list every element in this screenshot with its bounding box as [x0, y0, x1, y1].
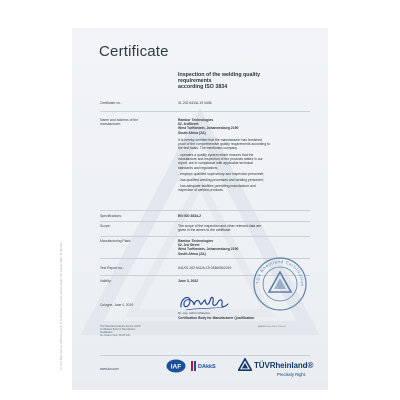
statement-line: proof of the comprehensive quality requirements according to	[178, 142, 270, 147]
list-item-line: - operates a quality system which ensures that the	[178, 153, 254, 157]
plant-address	[178, 239, 306, 256]
side-reference-text: Nr. Info: 6521 Zert-Nr. 2002 Rev.GR-0 | TÜV Rheinland Industrie Service GmbH, Am Grauen Stein, 51105 Köln	[60, 242, 63, 370]
label-line: manufacturer:	[100, 122, 121, 127]
dakks-logo	[191, 360, 221, 372]
address-line: South Africa (ZA)	[178, 130, 206, 135]
test-report-label: Test Report no.:	[100, 266, 124, 270]
list-item-line: report, are in compliance with applicable technical	[178, 161, 253, 166]
heading-line: requirements	[178, 78, 212, 85]
issuer-line: Certification Body for Manufacturer	[100, 329, 136, 331]
list-item-line: inspection of welded products.	[178, 188, 224, 193]
certificate-heading	[178, 72, 318, 91]
brand-tagline: Precisely Right.	[277, 372, 307, 377]
tuv-triangle-icon	[238, 358, 252, 371]
plant-label: Manufacturing Plant:	[100, 239, 132, 243]
signatory-role: Certification Body for Manufacturer Qualification	[178, 315, 255, 320]
specifications-value: EN ISO 3834-2	[178, 214, 201, 218]
divider	[100, 236, 310, 237]
divider	[100, 221, 310, 222]
issuer-address	[100, 326, 170, 338]
plant-name: Ramkor Technologies	[178, 239, 214, 243]
validity-value: June 3, 2022	[178, 279, 199, 283]
specifications-label: Specifications:	[100, 214, 122, 218]
place-date: Cologne, June 4, 2019	[100, 303, 134, 307]
iaf-text: IAF	[170, 363, 182, 371]
list-item-line: - has adequate facilities permitting manufacture and	[178, 184, 256, 189]
list-item	[178, 184, 306, 192]
website-link[interactable]: www.tuv.com	[100, 367, 119, 371]
requirement-list	[178, 153, 306, 193]
seal-text: TÜV Rheinland Certification	[254, 258, 306, 287]
scope-value	[178, 224, 306, 232]
address-line: West Turffontein, Johannesburg 2190	[178, 126, 239, 131]
list-item	[178, 153, 306, 170]
heading-line: according ISO 3834	[178, 84, 228, 91]
certification-seal	[252, 256, 308, 312]
list-item	[178, 178, 306, 182]
address-line: 62, 3rdStreet	[178, 122, 199, 127]
issuer-line: Am Grauen Stein, 51105 Köln	[100, 335, 131, 337]
address-line: South Africa (ZA)	[178, 251, 206, 256]
scope-line: The scope of the inspection and other relevant data are	[178, 224, 262, 228]
test-report-value: 641/01 202 641/A-19 0436/06/2019	[178, 266, 232, 270]
scope-line: given in the annex to the certificate.	[178, 228, 232, 233]
certificate-no-label: Certificate no.:	[100, 101, 122, 105]
iaf-logo	[166, 359, 186, 373]
certification-statement	[178, 138, 306, 151]
manufacturer-address	[178, 118, 306, 135]
dakks-text: DAkkS	[198, 364, 216, 370]
divider	[100, 210, 310, 211]
signatory-name: Dr.-Ing. Achim Malecka	[178, 311, 210, 315]
list-item-line: - employs qualified supervisory and inspection personnel;	[178, 171, 265, 176]
signature-scribble	[178, 292, 230, 312]
footer-divider	[100, 355, 310, 356]
list-item	[178, 172, 306, 176]
document-reference: (MANUF-Zert-0016-3 Rev.0)	[258, 326, 286, 328]
address-line: 62, 3rd Street	[178, 243, 200, 248]
issuer-line: TÜV Rheinland Industrie Service GmbH	[100, 326, 141, 328]
certificate-no-value: 01 202 641/A-19 0436	[178, 101, 212, 105]
divider	[100, 111, 310, 112]
heading-line: Inspection of the welding quality	[178, 72, 261, 78]
statement-line: It is hereby certified that the manufacturer has furnished	[178, 138, 262, 142]
validity-label: Validity:	[100, 279, 112, 283]
list-item-line: standards and regulations;	[178, 165, 218, 170]
manufacturer-name: Ramkor Technologies	[178, 118, 214, 122]
issuer-line: Qualification	[100, 332, 113, 334]
list-item-line: - has qualified welding processes and welding personnel;	[178, 178, 264, 183]
manufacturer-label	[100, 118, 138, 126]
list-item-line: manufacture and inspection of the products stated in our	[178, 157, 263, 162]
page-title: Certificate	[99, 43, 169, 60]
brand-wordmark: TÜVRheinland®	[254, 361, 314, 370]
statement-line: the test basis. The mentioned company	[178, 146, 238, 151]
scope-label: Scope:	[100, 224, 111, 228]
label-line: Name and address of the	[100, 118, 139, 122]
address-line: West Turffontein, Johannesburg 2190	[178, 247, 239, 252]
